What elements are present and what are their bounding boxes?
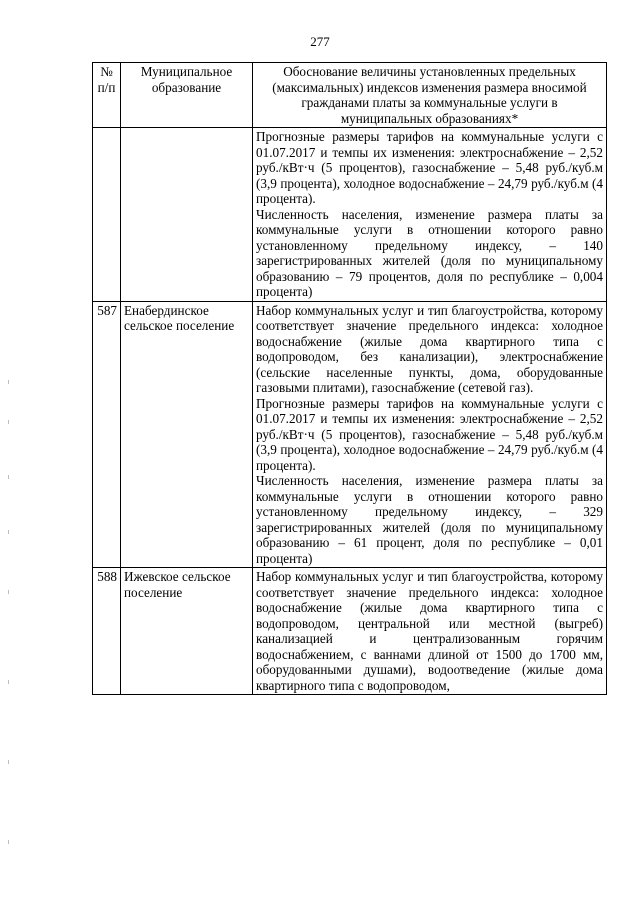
paragraph: Прогнозные размеры тарифов на коммунальные услуги с 01.07.2017 и темпы их изменения: электроснабжение – 2,52 руб./кВт·ч (5 процентов), газоснабжение – 5,48 руб./куб.м (3,9 процента), холодное водоснабжение – 24,79 руб./куб.м (4 процента). xyxy=(256,395,603,473)
scan-margin-marks xyxy=(8,380,10,850)
paragraph: Набор коммунальных услуг и тип благоустройства, которому соответствует значение предельного индекса: холодное водоснабжение (жилые дома квартирного типа с водопроводом, центральной или местной (выгреб) канализацией и централизованным горячим водоснабжением, с ваннами длиной от 1500 до 1700 мм, оборудованными душами), водоотведение (жилые дома квартирного типа с водопроводом, xyxy=(256,569,603,693)
row-municipality: Ижевское сельское поселение xyxy=(121,568,253,695)
row-num: 587 xyxy=(93,301,121,568)
paragraph: Численность населения, изменение размера платы за коммунальные услуги в отношении которого равно установленному предельному индексу, – 329 зарегистрированных жителей (доля по муниципальному образованию – 61 процент, доля по республике – 0,01 процента) xyxy=(256,473,603,566)
row-num xyxy=(93,128,121,302)
table-row xyxy=(93,568,607,695)
table-row xyxy=(93,301,607,568)
paragraph: Прогнозные размеры тарифов на коммунальные услуги с 01.07.2017 и темпы их изменения: электроснабжение – 2,52 руб./кВт·ч (5 процентов), газоснабжение – 5,48 руб./куб.м (3,9 процента), холодное водоснабжение – 24,79 руб./куб.м (4 процента). xyxy=(256,129,603,206)
row-justification xyxy=(253,128,607,302)
table-row xyxy=(93,128,607,302)
row-num: 588 xyxy=(93,568,121,695)
header-justification: Обоснование величины установленных предельных (максимальных) индексов изменения размера вносимой гражданами платы за коммунальные услуги в муниципальных образованиях* xyxy=(253,63,607,128)
row-justification xyxy=(253,301,607,568)
row-municipality: Енабердинское сельское поселение xyxy=(121,301,253,568)
row-justification xyxy=(253,568,607,695)
page-number: 277 xyxy=(310,34,330,49)
tariff-index-table xyxy=(92,62,607,695)
header-municipality: Муниципальное образование xyxy=(121,63,253,128)
header-num: № п/п xyxy=(93,63,121,128)
paragraph: Численность населения, изменение размера платы за коммунальные услуги в отношении которого равно установленному предельному индексу, – 140 зарегистрированных жителей (доля по муниципальному образованию – 79 процентов, доля по республике – 0,004 процента) xyxy=(256,206,603,299)
paragraph: Набор коммунальных услуг и тип благоустройства, которому соответствует значение предельного индекса: холодное водоснабжение (жилые дома квартирного типа с водопроводом, без канализации), электроснабжение (сельские населенные пункты, дома, оборудованные газовыми плитами), газоснабжение (сетевой газ). xyxy=(256,302,603,395)
row-municipality xyxy=(121,128,253,302)
table-header-row xyxy=(93,63,607,128)
